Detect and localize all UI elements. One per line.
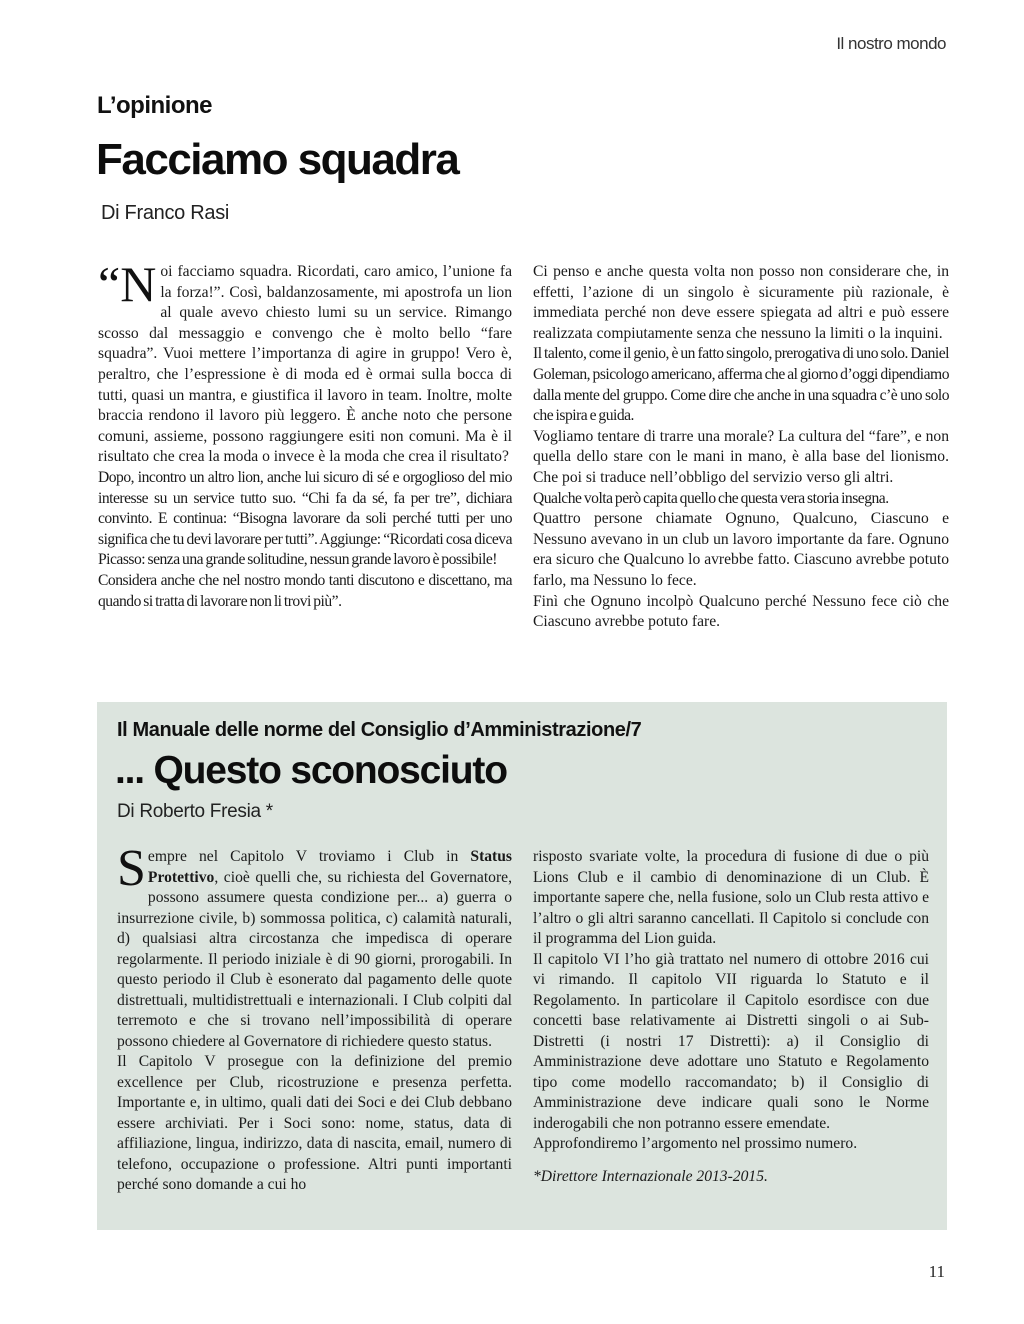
body-paragraph: Sempre nel Capitolo V troviamo i Club in Status Protettivo, cioè quelli che, su richiesta del Governatore, possono assumere questa condizione per... a) guerra o insurrezione civile, b) sommossa politica, c) calamità naturali, d) qualsiasi altra circostanza che impedisca di operare regolarmente. Il periodo iniziale è di 90 giorni, prorogabili. In questo periodo il Club è esonerato dal pagamento delle quote distrettuali, multidistrettuali e internazionali. I Club colpiti dal terremoto e che si trovano nell’impossibilità di operare possono chiedere al Governatore di richiedere questo status. (117, 840, 512, 1050)
article-column-right (533, 262, 949, 633)
drop-cap: “N (98, 256, 157, 312)
body-paragraph: risposto svariate volte, la procedura di fusione di due o più Lions Club e il cambio di denominazione di un Club. È importante sapere che, nella fusione, solo un Club resta attivo e l’altro o gli altri saranno cancellati. Il Capitolo si conclude con il programma del Lion guida. (533, 848, 929, 947)
article-kicker: L’opinione (97, 92, 212, 119)
body-paragraph: Finì che Ognuno incolpò Qualcuno perché Nessuno fece ciò che Ciascuno avrebbe potuto fare. (533, 592, 949, 631)
article-byline: Di Franco Rasi (101, 202, 230, 224)
drop-cap: S (117, 840, 146, 897)
sidebar-article-box (97, 702, 947, 1230)
body-paragraph: Il Capitolo V prosegue con la definizione del premio excellence per Club, ricostruzione e presenza perfetta. Importante e, in ultimo, quali dati dei Soci e dei Club debbano essere archiviati. Per i Soci sono: nome, status, data di affiliazione, lingua, indirizzo, data di nascita, email, numero di telefono, occupazione o professione. Altri punti importanti perché sono domande a cui ho (117, 1053, 512, 1193)
body-paragraph: Approfondiremo l’argomento nel prossimo numero. (533, 1135, 858, 1152)
page-number: 11 (928, 1262, 945, 1281)
article-column-left (98, 256, 512, 612)
body-paragraph: Il capitolo VI l’ho già trattato nel numero di ottobre 2016 cui vi rimando. Il capitolo VII riguarda lo Statuto e il Regolamento. In particolare il Capitolo esordisce con due concetti base relativamente ai Distretti singoli o ai Sub-Distretti (i nostri 17 Distretti): a) il Consiglio di Amministrazione deve adottare uno Statuto e Regolamento tipo come modello raccomandato; b) il Consiglio di Amministrazione deve indicare quali sono le Norme inderogabili che non potranno essere emendate. (533, 950, 929, 1132)
body-paragraph: Considera anche che nel nostro mondo tanti discutono e discettano, ma quando si tratta di lavorare non li trovi più”. (98, 571, 512, 610)
body-paragraph: Vogliamo tentare di trarre una morale? La cultura del “fare”, e non quella dello stare con le mani in mano, è alla base del lionismo. Che poi si traduce nell’obbligo del servizio verso gli altri. (533, 427, 949, 486)
author-footnote: *Direttore Internazionale 2013-2015. (533, 1167, 768, 1185)
bold-term: Status Protettivo (147, 848, 512, 886)
article-title: Facciamo squadra (96, 135, 459, 184)
body-paragraph: Il talento, come il genio, è un fatto singolo, prerogativa di uno solo. Daniel Goleman, psicologo americano, afferma che al giorno d’oggi dipendiamo dalla mente del gruppo. Come dire che anche in una squadra c’è uno solo che ispira e guida. (533, 345, 949, 425)
body-paragraph: Quattro persone chiamate Ognuno, Qualcuno, Ciascuno e Nessuno avevano in un club un lavoro importante da fare. Ognuno era sicuro che Qualcuno lo avrebbe fatto. Ciascuno avrebbe potuto farlo, ma Nessuno lo fece. (533, 510, 949, 589)
body-paragraph: Qualche volta però capita quello che questa vera storia insegna. (533, 489, 889, 507)
body-paragraph: “N oi facciamo squadra. Ricordati, caro amico, l’unione fa la forza!”. Così, baldanzosamente, mi apostrofa un lion al quale avevo chiesto lumi su un service. Rimango scosso dal messaggio e convengo che è molto bello “fare squadra”. Vuoi mettere l’importanza di agire in gruppo! Vero è, peraltro, che l’espressione è di moda ed è ormai sulla bocca di tutti, quasi un mantra, e giustifica il lavoro in team. Inoltre, molte braccia rendono il lavoro più leggero. È anche noto che persone comuni, assieme, possono raggiungere esiti non comuni. Ma è il risultato che crea la moda o invece è la moda che crea il risultato? (98, 256, 512, 466)
box-column-right (533, 847, 929, 1187)
box-byline: Di Roberto Fresia * (117, 801, 273, 822)
box-kicker: Il Manuale delle norme del Consiglio d’Amministrazione/7 (117, 719, 642, 741)
box-column-left (117, 840, 512, 1196)
body-paragraph: Ci penso e anche questa volta non posso non considerare che, in effetti, l’azione di un singolo è sicuramente più razionale, è immediata perché non deve essere spiegata ad altri e può essere realizzata compiutamente senza che nessuno la limiti o la inquini. (533, 263, 949, 342)
body-paragraph: Dopo, incontro un altro lion, anche lui sicuro di sé e orgoglioso del mio interesse su un service tutto suo. “Chi fa da sé, fa per tre”, dichiara convinto. E continua: “Bisogna lavorare da soli perché tutti per uno significa che tu devi lavorare per tutti”. Aggiunge: “Ricordati cosa diceva Picasso: senza una grande solitudine, nessun grande lavoro è possibile! (98, 468, 512, 569)
box-title: ... Questo sconosciuto (115, 749, 507, 792)
section-label: Il nostro mondo (836, 34, 946, 53)
